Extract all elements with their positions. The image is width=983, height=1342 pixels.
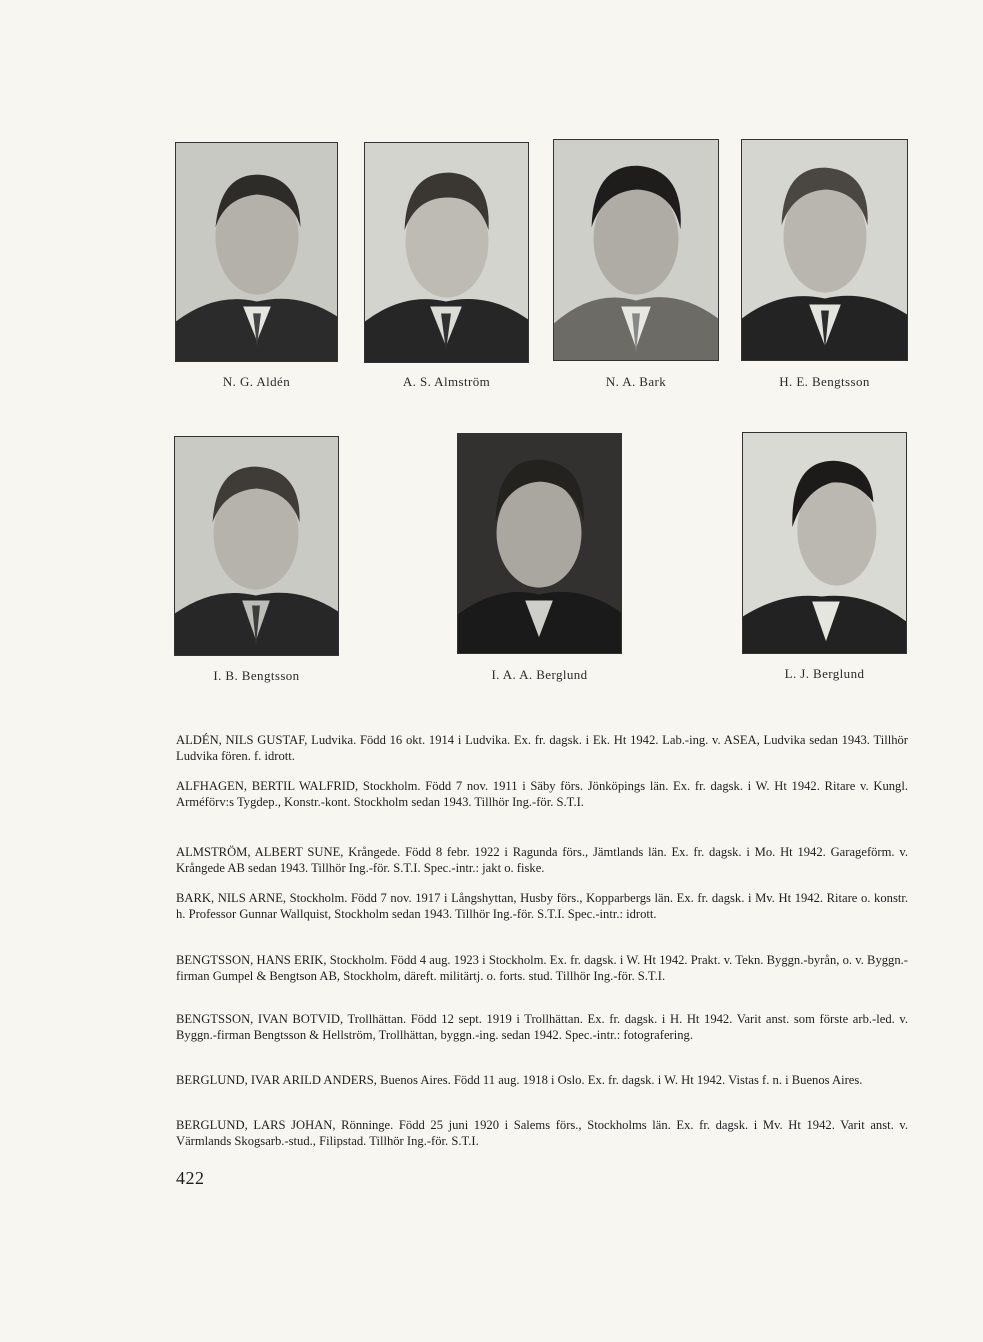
portrait-caption: N. G. Aldén — [222, 374, 291, 389]
biography-entry: BARK, NILS ARNE, Stockholm. Född 7 nov. 1917 i Långshyttan, Husby förs., Kopparbergs län. Ex. fr. dagsk. i Mv. Ht 1942. Ritare o. konstr. h. Professor Gunnar Wallquist, Stockholm sedan 1943. Tillhör Ing.-för. S.T.I. Spec.-intr.: idrott. — [176, 891, 908, 921]
portrait-caption: H. E. Bengtsson — [779, 374, 870, 389]
biography-entry: ALMSTRÖM, ALBERT SUNE, Krångede. Född 8 febr. 1922 i Ragunda förs., Jämtlands län. Ex. fr. dagsk. i Mo. Ht 1942. Garageförm. v. Krångede AB sedan 1943. Tillhör Ing.-för. S.T.I. Spec.-intr.: jakt o. fiske. — [176, 845, 908, 875]
portrait-photo-l-berglund — [742, 432, 907, 654]
biography-entry: ALFHAGEN, BERTIL WALFRID, Stockholm. Född 7 nov. 1911 i Säby förs. Jönköpings län. Ex. fr. dagsk. i W. Ht 1942. Ritare v. Kungl. Arméförv:s Tygdep., Konstr.-kont. Stockholm sedan 1943. Tillhör Ing.-för. S.T.I. — [176, 779, 908, 809]
biography-entry: BENGTSSON, IVAN BOTVID, Trollhättan. Född 12 sept. 1919 i Trollhättan. Ex. fr. dagsk. i H. Ht 1942. Varit anst. som förste arb.-led. v. Byggn.-firman Bengtsson & Hellström, Trollhättan, byggn.-ing. sedan 1942. Spec.-intr.: fotografering. — [176, 1012, 908, 1042]
portrait-photo-i-bengtsson — [174, 436, 339, 656]
portrait-photo-almstrom — [364, 142, 529, 363]
portrait-caption: A. S. Almström — [402, 374, 491, 389]
portrait-caption: N. A. Bark — [605, 374, 667, 389]
biography-entry: BERGLUND, IVAR ARILD ANDERS, Buenos Aires. Född 11 aug. 1918 i Oslo. Ex. fr. dagsk. i W. Ht 1942. Vistas f. n. i Buenos Aires. — [176, 1073, 863, 1087]
portrait-caption: L. J. Berglund — [784, 666, 865, 681]
portrait-caption: I. B. Bengtsson — [213, 668, 300, 683]
portrait-photo-alden — [175, 142, 338, 362]
page-number: 422 — [176, 1168, 205, 1188]
biography-entry: ALDÉN, NILS GUSTAF, Ludvika. Född 16 okt. 1914 i Ludvika. Ex. fr. dagsk. i Ek. Ht 1942. Lab.-ing. v. ASEA, Ludvika sedan 1943. Tillhör Ludvika fören. f. idrott. — [176, 733, 908, 763]
portrait-caption: I. A. A. Berglund — [491, 667, 588, 682]
biography-entry: BENGTSSON, HANS ERIK, Stockholm. Född 4 aug. 1923 i Stockholm. Ex. fr. dagsk. i W. Ht 1942. Prakt. v. Tekn. Byggn.-byrån, o. v. Byggn.-firman Gumpel & Bengtson AB, Stockholm, däreft. militärtj. o. forts. stud. Tillhör Ing.-för. S.T.I. — [176, 953, 908, 983]
biography-entry: BERGLUND, LARS JOHAN, Rönninge. Född 25 juni 1920 i Salems förs., Stockholms län. Ex. fr. dagsk. i Mv. Ht 1942. Varit anst. v. Värmlands Skogsarb.-stud., Filipstad. Tillhör Ing.-för. S.T.I. — [176, 1118, 908, 1148]
portrait-photo-h-bengtsson — [741, 139, 908, 361]
portrait-photo-bark — [553, 139, 719, 361]
portrait-photo-i-berglund — [457, 433, 622, 654]
